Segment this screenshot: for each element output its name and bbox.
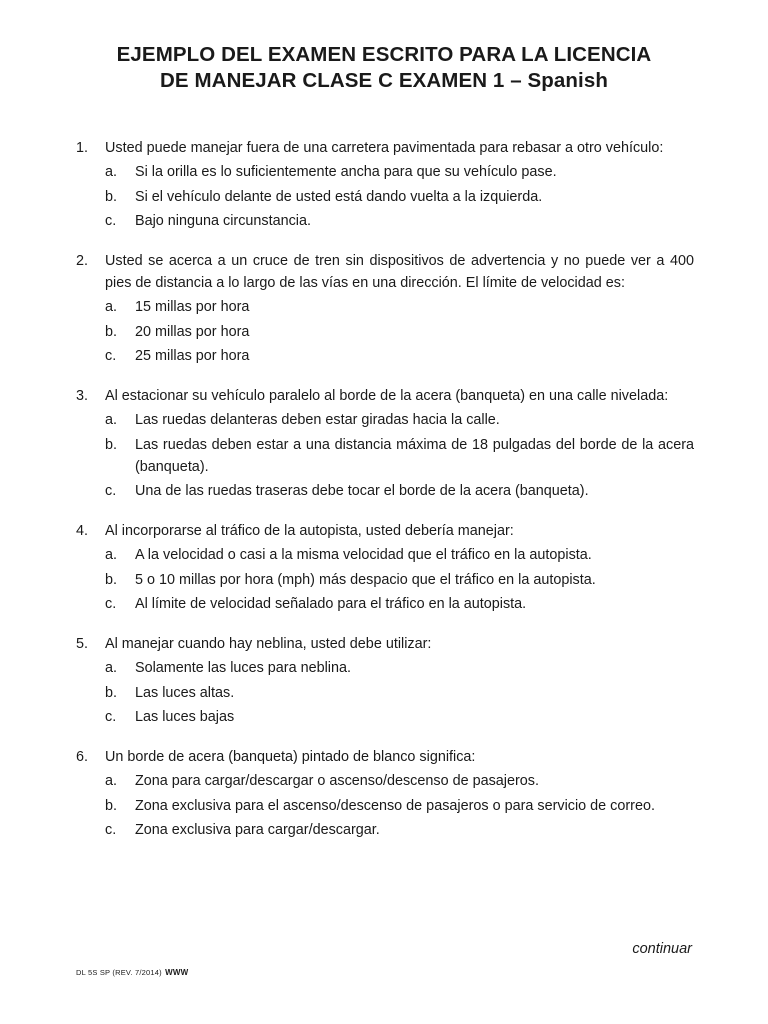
question-row: [76, 520, 694, 542]
option-text: Si la orilla es lo suficientemente ancha para que su vehículo pase.: [135, 164, 557, 180]
answer-options: [76, 657, 694, 728]
question-text: Un borde de acera (banqueta) pintado de blanco significa:: [105, 749, 476, 765]
question-text: Al incorporarse al tráfico de la autopista, usted debería manejar:: [105, 523, 514, 539]
option-letter: a.: [105, 660, 118, 676]
option-text: Las ruedas deben estar a una distancia máxima de 18 pulgadas del borde de la acera (banqueta).: [135, 436, 694, 475]
answer-option: [105, 186, 694, 208]
option-letter: a.: [105, 164, 118, 180]
question-text: Al manejar cuando hay neblina, usted debe utilizar:: [105, 636, 432, 652]
answer-options: [76, 409, 694, 502]
answer-options: [76, 296, 694, 367]
question-text: Usted se acerca a un cruce de tren sin dispositivos de advertencia y no puede ver a 400 pies de distancia a lo largo de las vías en una dirección. El límite de velocidad es:: [105, 253, 694, 291]
answer-option: [105, 795, 694, 817]
option-text: 20 millas por hora: [135, 323, 250, 340]
answer-option: [105, 210, 694, 232]
page-title: [40, 42, 728, 94]
option-letter: b.: [105, 797, 118, 814]
answer-options: [76, 544, 694, 615]
question-item: [76, 385, 694, 502]
answer-options: [76, 161, 694, 232]
footer-www: WWW: [165, 968, 189, 977]
question-item: [76, 137, 694, 232]
question-number: 4.: [76, 523, 89, 539]
option-letter: a.: [105, 547, 118, 563]
continue-label: continuar: [632, 941, 692, 957]
form-code: DL 5S SP (REV. 7/2014): [76, 968, 162, 977]
question-number: 3.: [76, 388, 89, 404]
option-text: Una de las ruedas traseras debe tocar el borde de la acera (banqueta).: [135, 483, 589, 499]
answer-option: [105, 161, 694, 183]
question-row: [76, 746, 694, 768]
option-text: 15 millas por hora: [135, 299, 250, 315]
option-letter: b.: [105, 571, 118, 588]
option-text: Al límite de velocidad señalado para el tráfico en la autopista.: [135, 596, 527, 612]
title-line-1: EJEMPLO DEL EXAMEN ESCRITO PARA LA LICENCIA: [116, 43, 652, 66]
option-text: 25 millas por hora: [135, 348, 250, 364]
option-text: Las luces altas.: [135, 684, 235, 701]
question-row: [76, 137, 694, 159]
question-number: 2.: [76, 253, 89, 269]
answer-option: [105, 770, 694, 792]
question-number: 6.: [76, 749, 89, 765]
option-text: Solamente las luces para neblina.: [135, 660, 351, 676]
question-list: [76, 137, 694, 859]
footer: [76, 968, 188, 977]
question-row: [76, 633, 694, 655]
question-number: 5.: [76, 636, 89, 652]
answer-option: [105, 657, 694, 679]
option-letter: a.: [105, 412, 118, 428]
answer-option: [105, 819, 694, 841]
option-letter: c.: [105, 483, 117, 499]
option-letter: c.: [105, 709, 117, 725]
answer-option: [105, 434, 694, 478]
answer-option: [105, 593, 694, 615]
option-letter: b.: [105, 436, 118, 453]
question-item: [76, 250, 694, 367]
answer-option: [105, 569, 694, 591]
option-letter: c.: [105, 213, 117, 229]
answer-options: [76, 770, 694, 841]
answer-option: [105, 682, 694, 704]
title-line-2: DE MANEJAR CLASE C EXAMEN 1 – Spanish: [160, 69, 608, 92]
answer-option: [105, 409, 694, 431]
option-letter: a.: [105, 299, 118, 315]
option-text: 5 o 10 millas por hora (mph) más despacio que el tráfico en la autopista.: [135, 571, 596, 588]
question-number: 1.: [76, 140, 89, 156]
answer-option: [105, 321, 694, 343]
question-item: [76, 633, 694, 728]
option-text: Zona exclusiva para cargar/descargar.: [135, 822, 380, 838]
question-text: Usted puede manejar fuera de una carretera pavimentada para rebasar a otro vehículo:: [105, 140, 664, 156]
option-letter: c.: [105, 348, 117, 364]
answer-option: [105, 706, 694, 728]
answer-option: [105, 544, 694, 566]
option-text: Zona para cargar/descargar o ascenso/descenso de pasajeros.: [135, 773, 539, 789]
option-text: A la velocidad o casi a la misma velocidad que el tráfico en la autopista.: [135, 547, 592, 563]
answer-option: [105, 296, 694, 318]
question-item: [76, 746, 694, 841]
answer-option: [105, 480, 694, 502]
question-row: [76, 250, 694, 294]
option-letter: b.: [105, 684, 118, 701]
option-text: Zona exclusiva para el ascenso/descenso de pasajeros o para servicio de correo.: [135, 797, 655, 814]
option-letter: b.: [105, 323, 118, 340]
option-text: Las ruedas delanteras deben estar giradas hacia la calle.: [135, 412, 500, 428]
option-letter: a.: [105, 773, 118, 789]
option-text: Si el vehículo delante de usted está dando vuelta a la izquierda.: [135, 188, 543, 205]
option-text: Las luces bajas: [135, 709, 235, 725]
answer-option: [105, 345, 694, 367]
question-text: Al estacionar su vehículo paralelo al borde de la acera (banqueta) en una calle nivelada:: [105, 388, 669, 404]
option-text: Bajo ninguna circunstancia.: [135, 213, 311, 229]
option-letter: b.: [105, 188, 118, 205]
option-letter: c.: [105, 596, 117, 612]
question-item: [76, 520, 694, 615]
option-letter: c.: [105, 822, 117, 838]
question-row: [76, 385, 694, 407]
